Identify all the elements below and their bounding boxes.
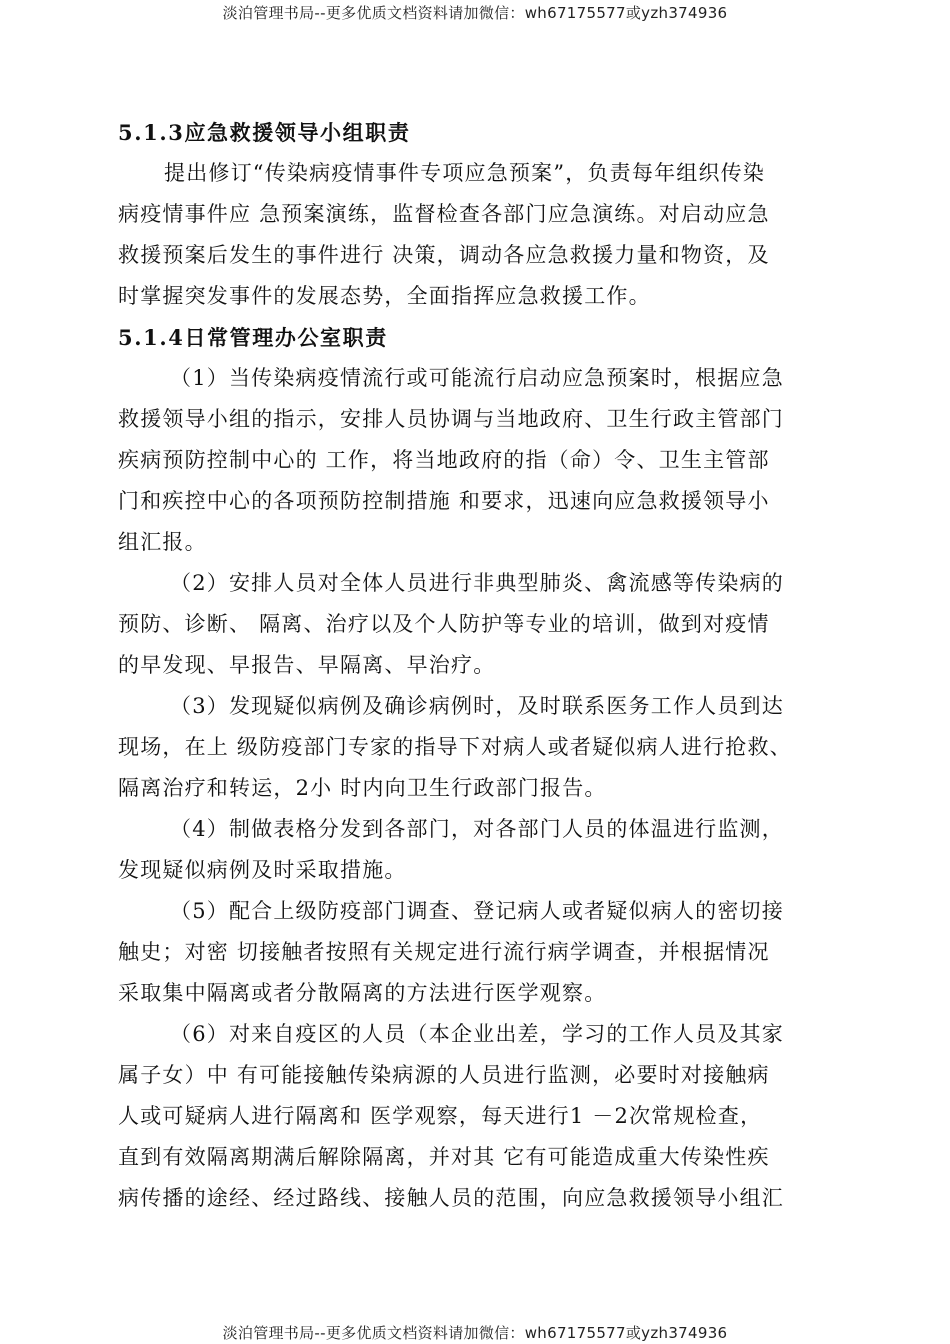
paragraph-line: （2）安排人员对全体人员进行非典型肺炎、禽流感等传染病的 bbox=[170, 571, 784, 595]
document-body bbox=[118, 112, 838, 1219]
section-heading-5-1-4: 5.1.4日常管理办公室职责 bbox=[118, 325, 388, 350]
paragraph-line: （5）配合上级防疫部门调查、登记病人或者疑似病人的密切接 bbox=[170, 899, 784, 923]
duty-item-4 bbox=[118, 809, 838, 891]
paragraph-line: 发现疑似病例及时采取措施。 bbox=[118, 858, 407, 882]
paragraph-line: 现场，在上 级防疫部门专家的指导下对病人或者疑似病人进行抢救、 bbox=[118, 735, 792, 759]
paragraph-line: 病疫情事件应 急预案演练，监督检查各部门应急演练。对启动应急 bbox=[118, 202, 770, 226]
paragraph-line: 提出修订“传染病疫情事件专项应急预案”，负责每年组织传染 bbox=[164, 161, 766, 185]
paragraph-5-1-3 bbox=[118, 153, 838, 317]
paragraph-line: 直到有效隔离期满后解除隔离，并对其 它有可能造成重大传染性疾 bbox=[118, 1145, 770, 1169]
paragraph-line: 救援领导小组的指示，安排人员协调与当地政府、卫生行政主管部门 bbox=[118, 407, 784, 431]
paragraph-line: 触史；对密 切接触者按照有关规定进行流行病学调查，并根据情况 bbox=[118, 940, 770, 964]
paragraph-line: 病传播的途经、经过路线、接触人员的范围，向应急救援领导小组汇 bbox=[118, 1186, 784, 1210]
duty-item-2 bbox=[118, 563, 838, 686]
paragraph-line: （3）发现疑似病例及确诊病例时，及时联系医务工作人员到达 bbox=[170, 694, 784, 718]
paragraph-line: 隔离治疗和转运，2小 时内向卫生行政部门报告。 bbox=[118, 776, 607, 800]
paragraph-line: 救援预案后发生的事件进行 决策，调动各应急救援力量和物资，及 bbox=[118, 243, 770, 267]
paragraph-line: 的早发现、早报告、早隔离、早治疗。 bbox=[118, 653, 496, 677]
paragraph-line: （1）当传染病疫情流行或可能流行启动应急预案时，根据应急 bbox=[170, 366, 784, 390]
paragraph-line: 人或可疑病人进行隔离和 医学观察，每天进行1 －2次常规检查， bbox=[118, 1104, 763, 1128]
paragraph-line: 组汇报。 bbox=[118, 530, 207, 554]
duty-item-5 bbox=[118, 891, 838, 1014]
paragraph-line: （4）制做表格分发到各部门，对各部门人员的体温进行监测， bbox=[170, 817, 784, 841]
watermark-header: 淡泊管理书局--更多优质文档资料请加微信：wh67175577或yzh374936 bbox=[222, 4, 728, 22]
paragraph-line: 属子女）中 有可能接触传染病源的人员进行监测，必要时对接触病 bbox=[118, 1063, 770, 1087]
duty-item-3 bbox=[118, 686, 838, 809]
paragraph-line: 采取集中隔离或者分散隔离的方法进行医学观察。 bbox=[118, 981, 607, 1005]
paragraph-line: 时掌握突发事件的发展态势，全面指挥应急救援工作。 bbox=[118, 284, 651, 308]
section-heading-5-1-3: 5.1.3应急救援领导小组职责 bbox=[118, 120, 411, 145]
paragraph-line: 疾病预防控制中心的 工作，将当地政府的指（命）令、卫生主管部 bbox=[118, 448, 770, 472]
paragraph-line: 预防、诊断、 隔离、治疗以及个人防护等专业的培训，做到对疫情 bbox=[118, 612, 770, 636]
duty-item-1 bbox=[118, 358, 838, 563]
paragraph-line: （6）对来自疫区的人员（本企业出差，学习的工作人员及其家 bbox=[170, 1022, 784, 1046]
watermark-footer: 淡泊管理书局--更多优质文档资料请加微信：wh67175577或yzh374936 bbox=[222, 1324, 728, 1342]
paragraph-line: 门和疾控中心的各项预防控制措施 和要求，迅速向应急救援领导小 bbox=[118, 489, 770, 513]
duty-item-6 bbox=[118, 1014, 838, 1219]
